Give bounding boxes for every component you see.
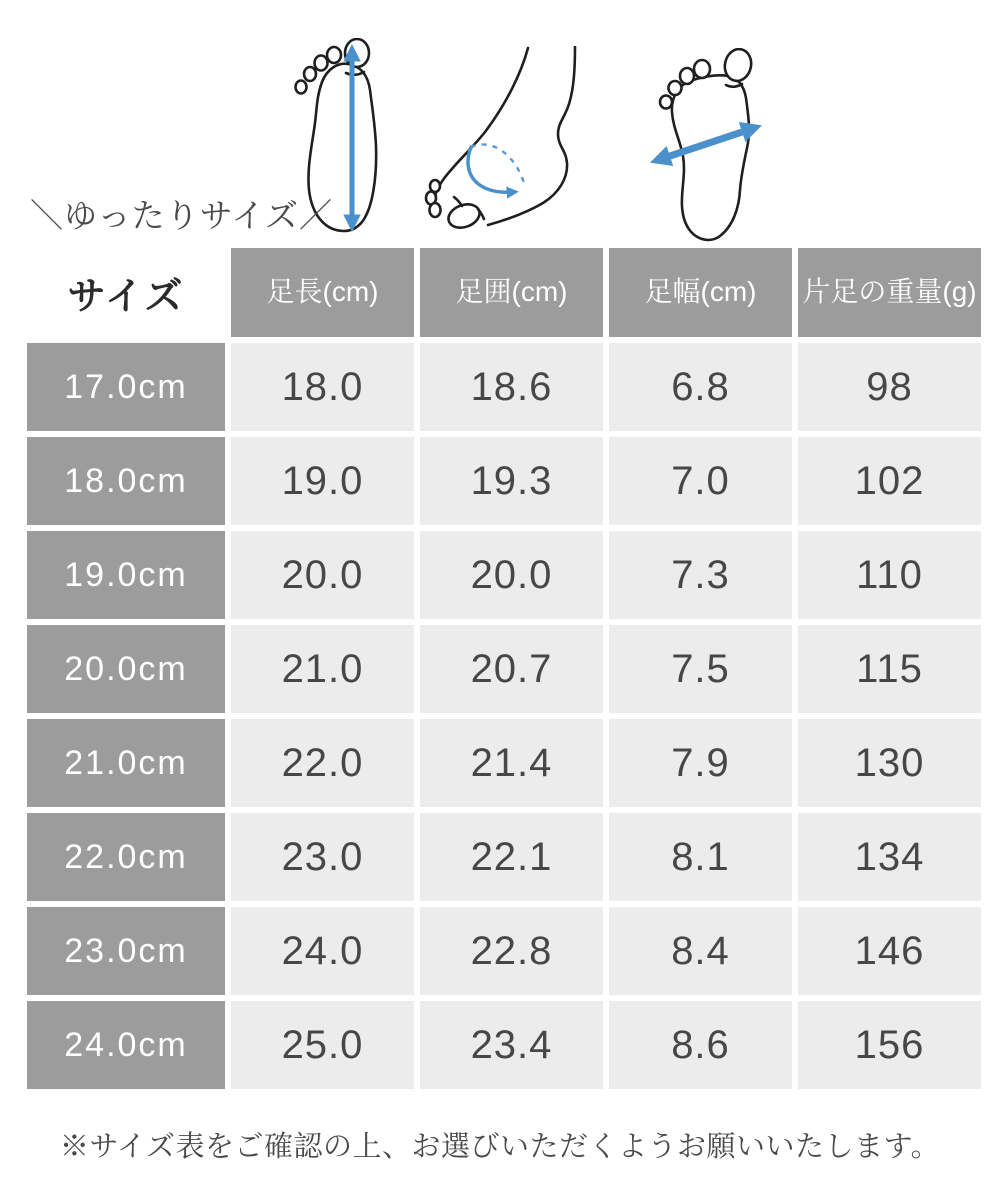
cell-foot-width: 7.5 (609, 625, 792, 713)
instep-outline (435, 48, 528, 196)
heel-ankle-outline (488, 46, 575, 225)
row-header-size: 21.0cm (27, 719, 225, 807)
cell-foot-girth: 20.7 (420, 625, 603, 713)
cell-foot-length: 20.0 (231, 531, 414, 619)
cell-foot-length: 25.0 (231, 1001, 414, 1089)
footnote: ※サイズ表をご確認の上、お選びいただくようお願いいたします。 (59, 1131, 941, 1163)
cell-foot-girth: 22.1 (420, 813, 603, 901)
foot-girth-illustration (424, 46, 594, 238)
girth-band-dashed (471, 144, 525, 187)
cell-foot-length: 23.0 (231, 813, 414, 901)
toe-crease (726, 84, 742, 87)
cell-foot-length: 18.0 (231, 343, 414, 431)
cell-weight: 102 (798, 437, 981, 525)
width-arrow-icon (658, 128, 754, 160)
cell-foot-length: 22.0 (231, 719, 414, 807)
row-header-size: 20.0cm (27, 625, 225, 713)
column-header-weight: 片足の重量(g) (798, 248, 981, 337)
toe-crease (346, 72, 364, 75)
cell-foot-width: 8.4 (609, 907, 792, 995)
big-toe (345, 39, 369, 67)
toe (327, 47, 341, 63)
cell-weight: 134 (798, 813, 981, 901)
column-header-foot-girth: 足囲(cm) (420, 248, 603, 337)
row-header-size: 22.0cm (27, 813, 225, 901)
cell-weight: 110 (798, 531, 981, 619)
row-header-size: 18.0cm (27, 437, 225, 525)
big-toe (445, 200, 483, 232)
toe (304, 67, 316, 81)
girth-arrow-icon (468, 147, 514, 192)
cell-weight: 115 (798, 625, 981, 713)
banner-label: ＼ゆったりサイズ／ (30, 197, 334, 234)
toe (430, 203, 441, 217)
cell-foot-girth: 23.4 (420, 1001, 603, 1089)
toe (315, 56, 328, 71)
cell-foot-girth: 21.4 (420, 719, 603, 807)
column-header-foot-width: 足幅(cm) (609, 248, 792, 337)
size-table (27, 248, 981, 1089)
toe-crease (454, 197, 462, 206)
cell-foot-girth: 18.6 (420, 343, 603, 431)
row-header-size: 19.0cm (27, 531, 225, 619)
row-header-size: 24.0cm (27, 1001, 225, 1089)
toe (680, 68, 694, 84)
toe (660, 96, 672, 109)
cell-weight: 156 (798, 1001, 981, 1089)
toe (669, 81, 682, 95)
column-header-size: サイズ (27, 248, 225, 337)
cell-foot-width: 7.0 (609, 437, 792, 525)
cell-weight: 146 (798, 907, 981, 995)
cell-foot-width: 7.9 (609, 719, 792, 807)
column-header-foot-length: 足長(cm) (231, 248, 414, 337)
toe (296, 81, 307, 94)
cell-weight: 130 (798, 719, 981, 807)
foot-width-illustration (638, 48, 773, 243)
toe (694, 60, 710, 78)
cell-weight: 98 (798, 343, 981, 431)
cell-foot-width: 6.8 (609, 343, 792, 431)
big-toe (722, 48, 754, 83)
cell-foot-girth: 20.0 (420, 531, 603, 619)
cell-foot-length: 21.0 (231, 625, 414, 713)
cell-foot-length: 19.0 (231, 437, 414, 525)
toe (430, 180, 440, 192)
foot-sole-outline (672, 75, 749, 240)
cell-foot-girth: 19.3 (420, 437, 603, 525)
row-header-size: 17.0cm (27, 343, 225, 431)
cell-foot-width: 7.3 (609, 531, 792, 619)
cell-foot-girth: 22.8 (420, 907, 603, 995)
cell-foot-width: 8.6 (609, 1001, 792, 1089)
cell-foot-length: 24.0 (231, 907, 414, 995)
cell-foot-width: 8.1 (609, 813, 792, 901)
row-header-size: 23.0cm (27, 907, 225, 995)
